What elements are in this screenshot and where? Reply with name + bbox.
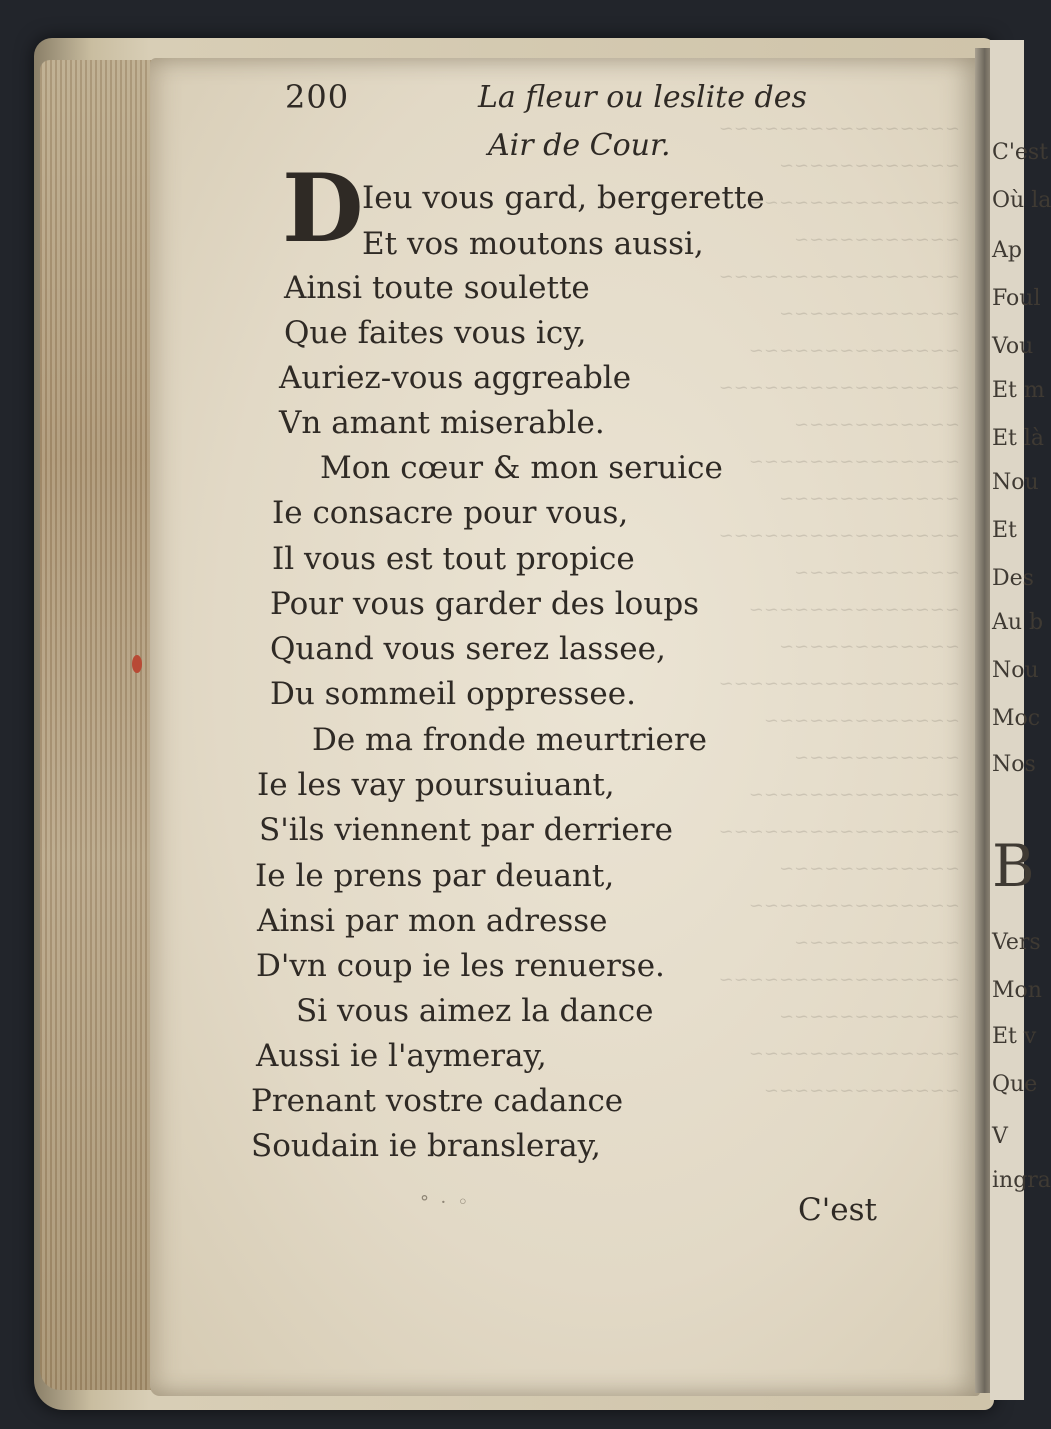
facing-page-fragment: C'est bbox=[992, 140, 1049, 165]
facing-page-fragment: Vers bbox=[992, 930, 1041, 955]
verse-line: Du sommeil oppressee. bbox=[270, 676, 636, 712]
facing-page-fragment: Nou bbox=[992, 470, 1039, 495]
verse-line: Ie consacre pour vous, bbox=[272, 495, 629, 531]
facing-page-fragment: Ap bbox=[992, 238, 1022, 263]
facing-page-fragment: ingra bbox=[992, 1168, 1051, 1193]
verse-line: Soudain ie bransleray, bbox=[251, 1128, 601, 1164]
ink-smudge: ° · ◦ bbox=[420, 1192, 469, 1213]
facing-page-fragment: Et v bbox=[992, 1024, 1037, 1049]
verse-line: Vn amant miserable. bbox=[279, 405, 605, 441]
facing-page-fragment: Mon bbox=[992, 978, 1042, 1003]
facing-page-fragment: Des bbox=[992, 566, 1034, 591]
facing-page-fragment: B bbox=[992, 832, 1035, 900]
facing-page-fragment: Vou bbox=[992, 334, 1034, 359]
page-number: 200 bbox=[285, 78, 350, 116]
facing-page-fragment: Que bbox=[992, 1072, 1038, 1097]
verse-line: Pour vous garder des loups bbox=[270, 586, 700, 622]
verse-line: Si vous aimez la dance bbox=[296, 993, 654, 1029]
verse-line: Auriez-vous aggreable bbox=[279, 360, 632, 396]
facing-page-fragment: Au b bbox=[992, 610, 1044, 635]
gutter-shadow bbox=[975, 48, 991, 1393]
facing-page-fragment: Moc bbox=[992, 706, 1041, 731]
verse-line: Ie les vay poursuiuant, bbox=[257, 767, 615, 803]
verse-line: Quand vous serez lassee, bbox=[270, 631, 666, 667]
facing-page-fragment: Et là bbox=[992, 426, 1045, 451]
facing-page-fragment: Et bbox=[992, 518, 1017, 543]
running-title: La fleur ou leslite des bbox=[478, 80, 807, 115]
verse-line: Mon cœur & mon seruice bbox=[320, 450, 723, 486]
recto-page-fragment bbox=[990, 40, 1051, 1400]
facing-page-fragment: Nos bbox=[992, 752, 1036, 777]
drop-capital: D bbox=[282, 154, 364, 264]
facing-page-fragment: Et m bbox=[992, 378, 1045, 403]
verse-line: Ie le prens par deuant, bbox=[255, 858, 615, 894]
catchword: C'est bbox=[798, 1192, 877, 1228]
facing-page-fragment: Foul bbox=[992, 286, 1041, 311]
verse-line: D'vn coup ie les renuerse. bbox=[256, 948, 665, 984]
facing-page-fragment: V bbox=[992, 1124, 1008, 1149]
verse-line: Aussi ie l'aymeray, bbox=[256, 1038, 547, 1074]
running-title-continued: Air de Cour. bbox=[488, 128, 671, 163]
verse-line: Et vos moutons aussi, bbox=[362, 226, 704, 262]
verse-line: Que faites vous icy, bbox=[284, 315, 587, 351]
verse-line: De ma fronde meurtriere bbox=[312, 722, 707, 758]
facing-page-fragment: Nou bbox=[992, 658, 1039, 683]
verse-line: Ainsi toute soulette bbox=[284, 270, 590, 306]
verse-line: Ainsi par mon adresse bbox=[257, 903, 608, 939]
page-edges bbox=[40, 60, 152, 1390]
facing-page-fragment: Où la bbox=[992, 188, 1051, 213]
show-through-text: ~~~~~~~~~~~~~~~~ ~~~~~~~~~~~~ ~~~~~~~~~~~~~~ ~~~~~~~~~~~ ~~~~~~~~~~~~~~~~ ~~~~~~~~~~~~ ~~~~~~~~~~~~~~ ~~~~~~~~~~~~~~~~ ~~~~~~~~~~~ ~~~~~~~~~~~~~~ ~~~~~~~~~~~~ ~~~~~~~~~~~~~~~~ ~~~~~~~~~~~ ~~~~~~~~~~~~~~ ~~~~~~~~~~~~ ~~~~~~~~~~~~~~~~ ~~~~~~~~~~~~~ ~~~~~~~~~~~ ~~~~~~~~~~~~~~ ~~~~~~~~~~~~~~~~ ~~~~~~~~~~~~ ~~~~~~~~~~~~~~ ~~~~~~~~~~~ ~~~~~~~~~~~~~~~~ ~~~~~~~~~~~~ ~~~~~~~~~~~~~~ ~~~~~~~~~~~~~ bbox=[718, 118, 960, 1101]
verse-line: Ieu vous gard, bergerette bbox=[362, 180, 765, 216]
verse-line: Il vous est tout propice bbox=[272, 541, 635, 577]
verse-line: S'ils viennent par derriere bbox=[259, 812, 673, 848]
verse-line: Prenant vostre cadance bbox=[251, 1083, 624, 1119]
red-edge-mark bbox=[132, 655, 142, 673]
